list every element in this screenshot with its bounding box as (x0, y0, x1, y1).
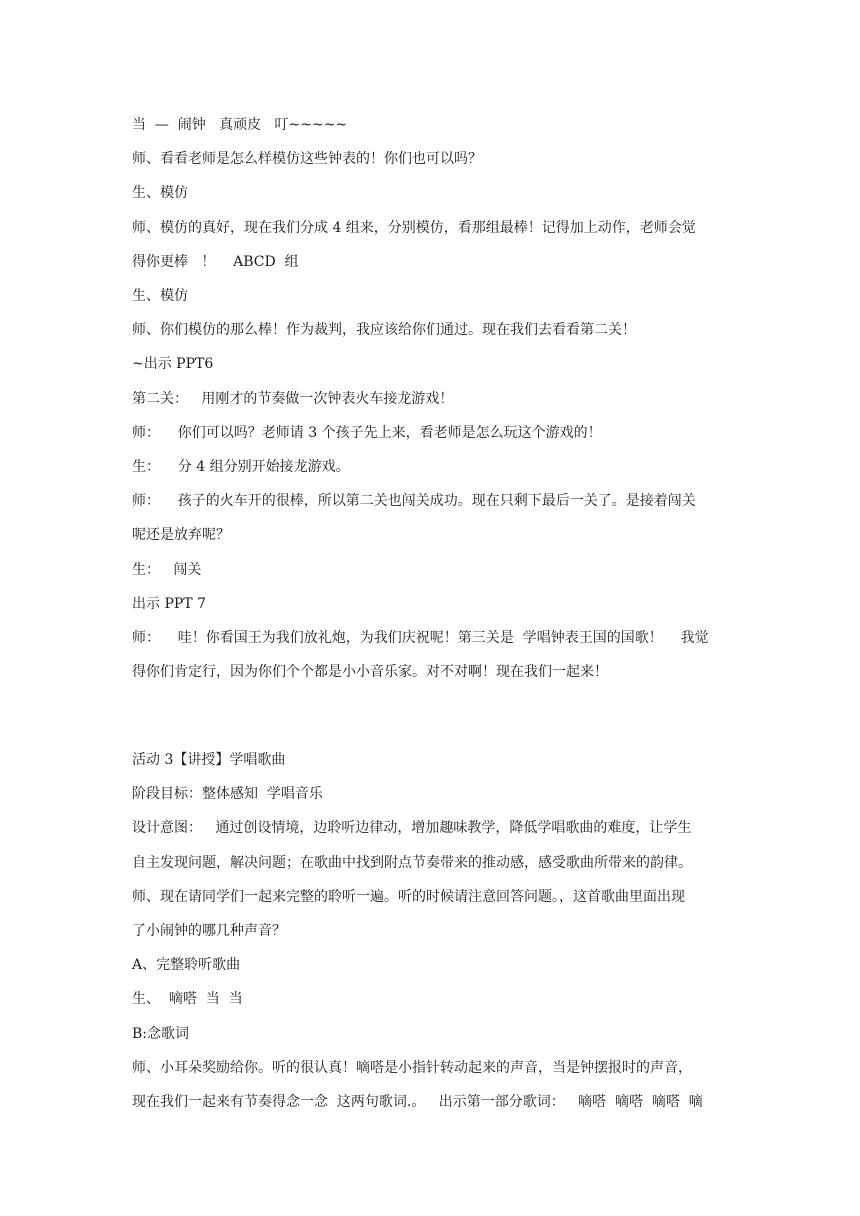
text-line: 得你更棒 ！ ABCD 组 (132, 253, 299, 270)
text-line: ~出示 PPT6 (132, 356, 214, 373)
text-line: 生、模仿 (132, 288, 188, 305)
text-line: 师、现在请同学们一起来完整的聆听一遍。听的时候请注意回答问题。，这首歌曲里面出现 (132, 888, 685, 905)
activity-heading: 活动 3【讲授】学唱歌曲 (132, 752, 286, 768)
text-line: 师、你们模仿的那么棒！作为裁判，我应该给你们通过。现在我们去看看第二关！ (132, 322, 636, 339)
text-line: 第二关： 用刚才的节奏做一次钟表火车接龙游戏！ (132, 390, 454, 407)
text-line: 师： 你们可以吗？老师请 3 个孩子先上来，看老师是怎么玩这个游戏的！ (132, 424, 602, 441)
text-line: A、完整聆听歌曲 (132, 957, 241, 974)
text-line: 师： 孩子的火车开的很棒，所以第二关也闯关成功。现在只剩下最后一关了。是接着闯关 (132, 493, 696, 510)
text-line: 设计意图： 通过创设情境，边聆听边律动，增加趣味教学，降低学唱歌曲的难度，让学生 (132, 820, 692, 837)
text-line: 生： 闯关 (132, 561, 202, 578)
text-line: 得你们肯定行，因为你们个个都是小小音乐家。对不对啊！现在我们一起来！ (132, 664, 608, 681)
text-line: 生、 嘀嗒 当 当 (132, 991, 243, 1008)
text-line: 自主发现问题，解决问题；在歌曲中找到附点节奏带来的推动感，感受歌曲所带来的韵律。 (132, 854, 692, 871)
lesson-section-2 (132, 743, 732, 1119)
lesson-section-1 (132, 108, 732, 689)
text-line: 师、模仿的真好，现在我们分成 4 组来，分别模仿，看那组最棒！记得加上动作，老师会觉 (132, 219, 696, 236)
text-line: 了小闹钟的哪几种声音？ (132, 923, 286, 940)
text-line: 师： 哇！你看国王为我们放礼炮，为我们庆祝呢！第三关是 学唱钟表王国的国歌！ 我觉 (132, 630, 709, 647)
text-line: 呢还是放弃呢？ (132, 527, 230, 544)
text-line: 师、看看老师是怎么样模仿这些钟表的！你们也可以吗？ (132, 151, 482, 168)
text-line: 当 — 闹钟 真顽皮 叮~~~~~ (132, 117, 348, 133)
text-line: 出示 PPT 7 (132, 595, 206, 612)
text-line: 生、模仿 (132, 185, 188, 202)
text-line: 现在我们一起来有节奏得念一念 这两句歌词.。 出示第一部分歌词： 嘀嗒 嘀嗒 嘀嗒 嘀 (132, 1094, 703, 1111)
text-line: 阶段目标：整体感知 学唱音乐 (132, 786, 323, 803)
text-line: 生： 分 4 组分别开始接龙游戏。 (132, 459, 350, 476)
text-line: B:念歌词 (132, 1025, 190, 1042)
text-line: 师、小耳朵奖励给你。听的很认真！嘀嗒是小指针转动起来的声音，当是钟摆报时的声音， (132, 1059, 692, 1076)
